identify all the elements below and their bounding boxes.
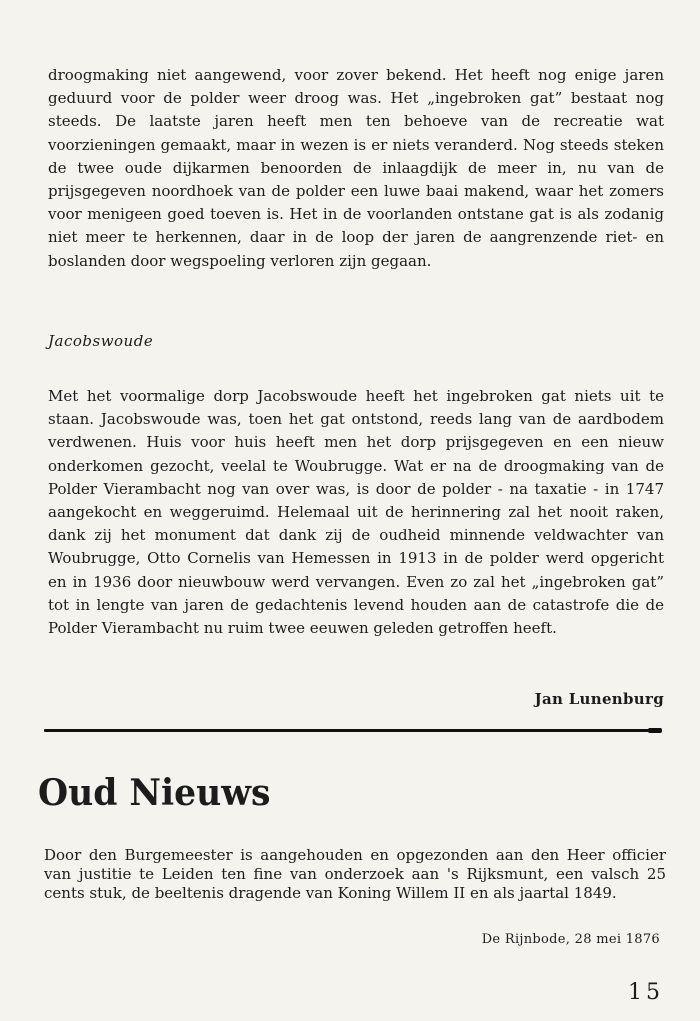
oud-nieuws-body: Door den Burgemeester is aangehouden en opgezonden aan den Heer officier van justitie te Leiden ten fine van onderzoek aan 's Rijksmunt, een valsch 25 cents stuk, de beeltenis dragende van Koning Willem II en als jaartal 1849.: [44, 846, 666, 902]
article-paragraph-2: Met het voormalige dorp Jacobswoude heeft het ingebroken gat niets uit te staan. Jacobswoude was, toen het gat ontstond, reeds lang van de aardbodem verdwenen. Huis voor huis heeft men het dorp prijsgegeven en een nieuw onderkomen gezocht, veelal te Woubrugge. Wat er na de droogmaking van de Polder Vierambacht nog van over was, is door de polder - na taxatie - in 1747 aangekocht en weggeruimd. Helemaal uit de herinnering zal het nooit raken, dank zij het monument dat dank zij de oudheid minnende veldwachter van Woubrugge, Otto Cornelis van Hemessen in 1913 in de polder werd opgericht en in 1936 door nieuwbouw werd vervangen. Even zo zal het „ingebroken gat” tot in lengte van jaren de gedachtenis levend houden aan de catastrofe die de Polder Vierambacht nu ruim twee eeuwen geleden getroffen heeft.: [48, 387, 664, 638]
oud-nieuws-source: De Rijnbode, 28 mei 1876: [481, 932, 660, 947]
author-signature: Jan Lunenburg: [534, 690, 664, 708]
article-paragraph-1: droogmaking niet aangewend, voor zover bekend. Het heeft nog enige jaren geduurd voor de polder weer droog was. Het „ingebroken gat” bestaat nog steeds. De laatste jaren heeft men ten behoeve van de recreatie wat voorzieningen gemaakt, maar in wezen is er niets veranderd. Nog steeds steken de twee oude dijkarmen benoorden de inlaagdijk de meer in, nu van de prijsgegeven noordhoek van de polder een luwe baai makend, waar het zomers voor menigeen goed toeven is. Het in de voorlanden ontstane gat is als zodanig niet meer te herkennen, daar in de loop der jaren de aangrenzende riet- en boslanden door wegspoeling verloren zijn gegaan.: [48, 66, 664, 270]
page-number: 15: [628, 980, 664, 1005]
section-heading-jacobswoude: Jacobswoude: [48, 332, 154, 350]
section-divider: [44, 729, 658, 732]
oud-nieuws-masthead: Oud Nieuws: [38, 772, 271, 814]
